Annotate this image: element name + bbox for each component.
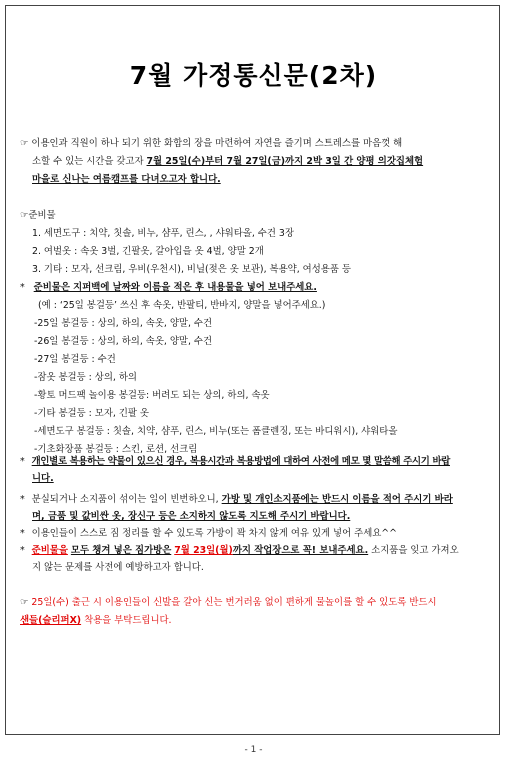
note-3-text: 이용인들이 스스로 짐 정리를 할 수 있도록 가방이 꽉 차지 않게 여유 있게 넣어 주세요^^ bbox=[31, 528, 398, 539]
intro-text-2a: 소할 수 있는 시간을 갖고자 bbox=[32, 156, 144, 167]
note-1-text: 개인별로 복용하는 약물이 있으신 경우, 복용시간과 복용방법에 대하여 사전에 메모 몇 말씀해 주시기 바랍 bbox=[31, 456, 450, 467]
sandal-note-tail: 착용을 부탁드립니다. bbox=[81, 615, 172, 626]
note-2-text-cont: 며, 금품 및 값비싼 옷, 장신구 등은 소지하지 않도록 지도해 주시기 바랍니다. bbox=[32, 511, 351, 522]
note-4-text-cont: 지 않는 문제를 사전에 예방하고자 합니다. bbox=[32, 562, 204, 573]
prep-heading: ☞준비물 bbox=[20, 210, 56, 221]
note-4-send-text: 까지 작업장으로 꼭! 보내주세요. bbox=[232, 545, 369, 556]
prep-note-text: 준비물은 지퍼백에 날짜와 이름을 적은 후 내용물을 넣어 보내주세요. bbox=[33, 282, 317, 293]
bag-item: -기초화장품 봉걸등 : 스킨, 로션, 선크림 bbox=[34, 444, 198, 455]
note-2-line-1 bbox=[20, 491, 489, 508]
intro-line-3 bbox=[20, 171, 489, 189]
note-3 bbox=[20, 525, 489, 542]
note-2-text-plain: 분실되거나 소지품이 섞이는 일이 빈번하오니, bbox=[31, 494, 219, 505]
bag-item: -세면도구 봉걸등 : 칫솔, 치약, 샴푸, 린스, 비누(또는 폼클렌징, 또는 바디워시), 샤워타올 bbox=[34, 426, 398, 437]
star-bullet: * bbox=[20, 282, 25, 293]
bag-item: -26일 봉걸등 : 상의, 하의, 속옷, 양말, 수건 bbox=[34, 336, 213, 347]
prep-note bbox=[20, 279, 489, 297]
sandal-note-text: 25일(수) 출근 시 이용인들이 신발을 갈아 신는 번거러움 없이 편하게 물놀이를 할 수 있도록 반드시 bbox=[31, 597, 437, 608]
page-title: 7월 가정통신문(2차) bbox=[129, 61, 378, 90]
intro-text-3: 마을로 신나는 여름캠프를 다녀오고자 합니다. bbox=[32, 174, 221, 185]
sandal-note-line-2 bbox=[20, 612, 489, 630]
sandal-note-line-1 bbox=[20, 594, 489, 612]
bag-item: -27일 봉걸등 : 수건 bbox=[34, 354, 116, 365]
star-bullet: * bbox=[20, 545, 25, 556]
note-4-prep-word: 준비물을 bbox=[31, 545, 68, 556]
prep-example: (예 : ‘25일 봉걸등’ 쓰신 후 속옷, 반팔티, 반바지, 양말을 넣어주세요.) bbox=[38, 300, 326, 311]
prep-item-2: 2. 여벌옷 : 속옷 3벌, 긴팔옷, 갈아입을 옷 4벌, 양말 2개 bbox=[32, 246, 264, 257]
star-bullet: * bbox=[20, 528, 25, 539]
pointing-hand-icon: ☞ bbox=[20, 138, 29, 149]
prep-section bbox=[20, 207, 489, 459]
bag-item: -황토 머드팩 놀이용 봉걸등: 버려도 되는 상의, 하의, 속옷 bbox=[34, 390, 270, 401]
sandal-note bbox=[20, 594, 489, 630]
note-1-line-2 bbox=[20, 470, 489, 487]
intro-text-1: 이용인과 직원이 하나 되기 위한 화합의 장을 마련하여 자연을 즐기며 스트레스를 마음껏 해 bbox=[31, 138, 403, 149]
note-2-text-bold: 가방 및 개인소지품에는 반드시 이름을 적어 주시기 바라 bbox=[221, 494, 453, 505]
intro-line-1 bbox=[20, 135, 489, 153]
notes-section bbox=[20, 453, 489, 576]
star-bullet: * bbox=[20, 456, 25, 467]
pointing-hand-icon: ☞ bbox=[20, 597, 29, 608]
intro-line-2 bbox=[20, 153, 489, 171]
star-bullet: * bbox=[20, 494, 25, 505]
note-1-text-cont: 니다. bbox=[32, 473, 54, 484]
intro-paragraph bbox=[20, 135, 489, 189]
sandal-keyword: 샌들(슬리퍼X) bbox=[20, 615, 82, 626]
page-number: - 1 - bbox=[244, 745, 263, 755]
prep-item-3: 3. 기타 : 모자, 선크림, 우비(우천시), 비닐(젖은 옷 보관), 복용약, 여성용품 등 bbox=[32, 264, 351, 275]
prep-item-1: 1. 세면도구 : 치약, 칫솔, 비누, 샴푸, 린스, , 샤워타올, 수건 3장 bbox=[32, 228, 294, 239]
note-4-deadline: 7월 23일(월) bbox=[174, 545, 233, 556]
bag-item: -기타 봉걸등 : 모자, 긴팔 옷 bbox=[34, 408, 149, 419]
note-2-line-2 bbox=[20, 508, 489, 525]
bag-item: -25일 봉걸등 : 상의, 하의, 속옷, 양말, 수건 bbox=[34, 318, 213, 329]
note-4-line-2 bbox=[20, 559, 489, 576]
note-4-bag-text: 모두 챙겨 넣은 짐가방은 bbox=[70, 545, 172, 556]
note-4-tail: 소지품을 잊고 가져오 bbox=[371, 545, 459, 556]
note-4-line-1 bbox=[20, 542, 489, 559]
note-1-line-1 bbox=[20, 453, 489, 470]
bag-item: -잠옷 봉걸등 : 상의, 하의 bbox=[34, 372, 137, 383]
camp-dates: 7월 25일(수)부터 7월 27일(금)까지 2박 3일 간 양평 의갓집체험 bbox=[146, 156, 424, 167]
